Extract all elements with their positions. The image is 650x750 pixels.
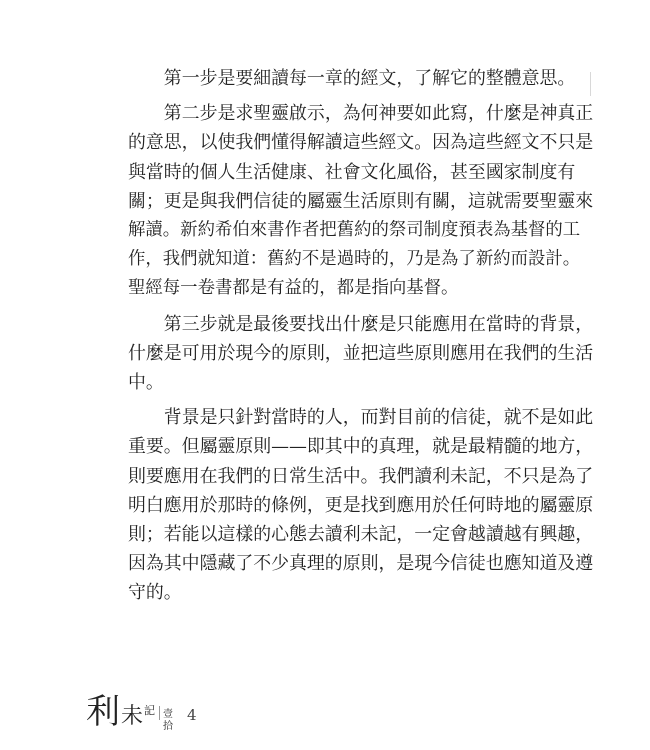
- book-title-char-3: 記: [144, 704, 155, 717]
- paragraph-step-one: [128, 64, 576, 93]
- paragraph-step-three: [128, 310, 594, 398]
- text-line: 守的。: [128, 582, 182, 604]
- text-line: 則；若能以這樣的心態去讀利未記，一定會越讀越有興趣，: [128, 524, 594, 546]
- book-title-char-2: 未: [121, 704, 144, 729]
- text-line: 第二步是求聖靈啟示，為何神要如此寫，什麼是神真正: [163, 103, 594, 125]
- text-line: 重要。但屬靈原則——即其中的真理，就是最精髓的地方，: [128, 436, 594, 458]
- text-line: 則要應用在我們的日常生活中。我們讀利未記，不只是為了: [128, 465, 594, 487]
- text-line: 明白應用於那時的條例，更是找到應用於任何時地的屬靈原: [128, 494, 594, 516]
- footer-divider: [159, 706, 160, 720]
- page-number: 4: [187, 706, 197, 724]
- crop-mark: [590, 72, 591, 96]
- text-line: 關；更是與我們信徒的屬靈生活原則有關，這就需要聖靈來: [128, 190, 594, 212]
- body-text: [128, 64, 594, 608]
- text-line: 背景是只針對當時的人，而對目前的信徒，就不是如此: [163, 407, 594, 429]
- volume-label: 壹拾: [163, 709, 173, 732]
- text-line: 什麼是可用於現今的原則，並把這些原則應用在我們的生活: [128, 342, 594, 364]
- text-line: 因為其中隱藏了不少真理的原則，是現今信徒也應知道及遵: [128, 553, 594, 575]
- paragraph-step-two: [128, 99, 594, 303]
- book-title-char-1: 利: [86, 692, 120, 732]
- text-line: 聖經每一卷書都是有益的，都是指向基督。: [128, 278, 459, 299]
- paragraph-background: [128, 403, 594, 607]
- text-line: 解讀。新約希伯來書作者把舊約的祭司制度預表為基督的工: [128, 220, 581, 241]
- text-line: 第一步是要細讀每一章的經文，了解它的整體意思。: [163, 68, 576, 89]
- text-line: 作，我們就知道：舊約不是過時的，乃是為了新約而設計。: [128, 249, 581, 270]
- text-line: 中。: [128, 372, 164, 394]
- text-line: 第三步就是最後要找出什麼是只能應用在當時的背景，: [163, 313, 594, 335]
- text-line: 的意思，以使我們懂得解讀這些經文。因為這些經文不只是: [128, 132, 594, 154]
- text-line: 與當時的個人生活健康、社會文化風俗，甚至國家制度有: [128, 161, 576, 183]
